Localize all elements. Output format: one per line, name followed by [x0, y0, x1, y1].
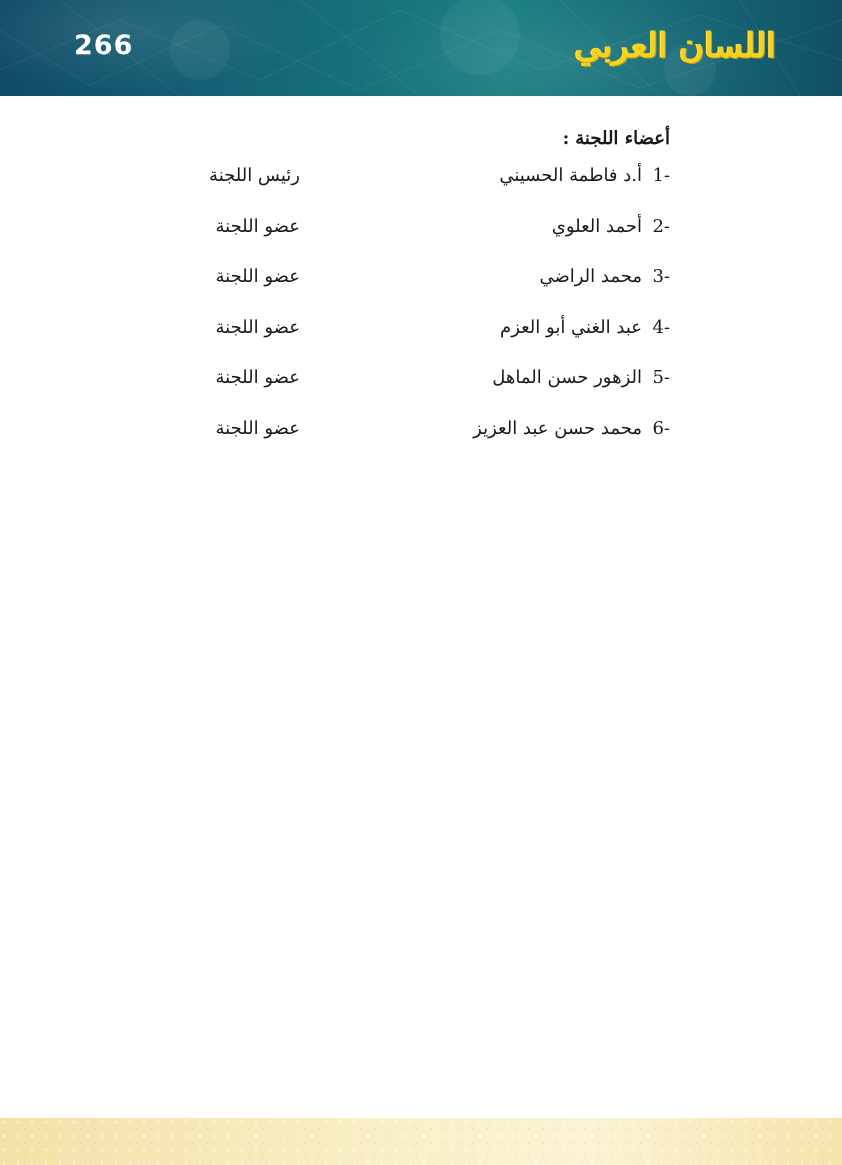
member-row	[150, 209, 670, 260]
member-role: عضو اللجنة	[215, 215, 300, 237]
member-row	[150, 411, 670, 462]
page-header	[0, 0, 842, 96]
committee-section	[150, 124, 670, 462]
member-role: عضو اللجنة	[215, 417, 300, 439]
committee-heading-text: أعضاء اللجنة	[575, 128, 670, 149]
member-role: عضو اللجنة	[215, 367, 300, 389]
member-row	[150, 259, 670, 310]
member-role: عضو اللجنة	[215, 316, 300, 338]
member-name: محمد حسن عبد العزيز	[473, 417, 642, 439]
member-number: 1-	[652, 165, 670, 186]
member-number: 2-	[652, 215, 670, 237]
member-row	[150, 360, 670, 411]
member-row	[150, 310, 670, 361]
member-name: محمد الراضي	[539, 266, 642, 288]
member-name: أحمد العلوي	[551, 215, 642, 237]
member-number: 4-	[652, 316, 670, 338]
page-number: 266	[74, 30, 134, 61]
member-row	[150, 158, 670, 209]
member-role: عضو اللجنة	[215, 266, 300, 288]
member-number: 3-	[652, 266, 670, 288]
journal-logo: اللسان العربي	[574, 26, 776, 66]
member-number: 5-	[652, 367, 670, 389]
member-role: رئيس اللجنة	[209, 165, 300, 186]
member-name: أ.د فاطمة الحسيني	[499, 165, 642, 186]
committee-heading	[150, 124, 670, 158]
footer-dot-pattern	[0, 1118, 842, 1165]
committee-heading-colon: :	[562, 128, 570, 149]
member-name: عبد الغني أبو العزم	[500, 316, 642, 338]
member-name: الزهور حسن الماهل	[492, 367, 642, 389]
member-number: 6-	[652, 417, 670, 439]
page-footer	[0, 1118, 842, 1165]
